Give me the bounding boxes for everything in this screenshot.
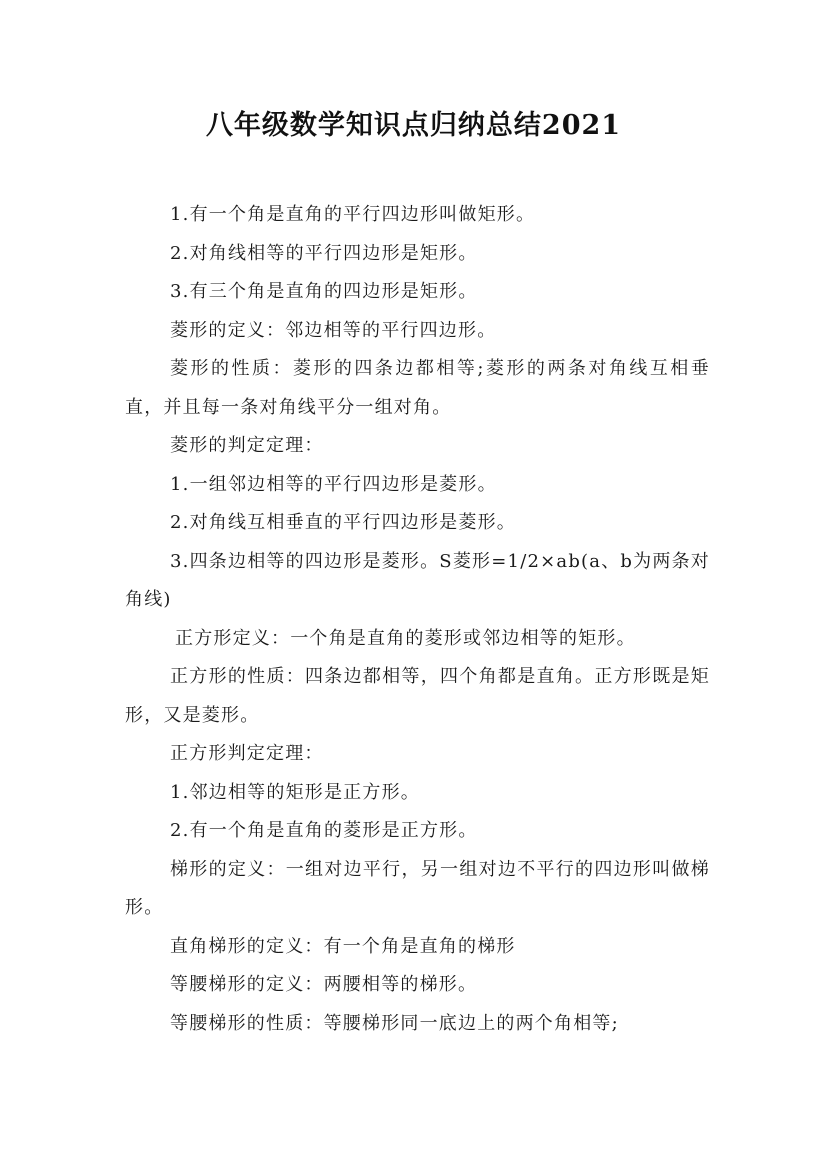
paragraph: 2.有一个角是直角的菱形是正方形。 [170, 820, 478, 841]
paragraph: 等腰梯形的性质：等腰梯形同一底边上的两个角相等; [170, 1012, 619, 1034]
paragraph: 正方形定义：一个角是直角的菱形或邻边相等的矩形。 [175, 627, 636, 649]
paragraph: 2.对角线相等的平行四边形是矩形。 [170, 242, 478, 264]
paragraph: 3.有三个角是直角的四边形是矩形。 [170, 281, 478, 302]
paragraph: 正方形的性质：四条边都相等，四个角都是直角。正方形既是矩形，又是菱形。 [125, 666, 710, 726]
paragraph: 2.对角线互相垂直的平行四边形是菱形。 [170, 512, 516, 533]
paragraph: 1.有一个角是直角的平行四边形叫做矩形。 [170, 204, 536, 225]
paragraph: 3.四条边相等的四边形是菱形。S菱形=1/2×ab(a、b为两条对角线) [125, 550, 710, 610]
paragraph: 直角梯形的定义：有一个角是直角的梯形 [170, 935, 516, 957]
paragraph: 1.邻边相等的矩形是正方形。 [170, 781, 420, 803]
paragraph: 菱形的性质：菱形的四条边都相等;菱形的两条对角线互相垂直，并且每一条对角线平分一组对角。 [125, 358, 710, 418]
paragraph: 菱形的定义：邻边相等的平行四边形。 [170, 319, 497, 341]
paragraph: 正方形判定定理： [170, 743, 324, 764]
paragraph: 菱形的判定定理： [170, 435, 324, 456]
document-body [125, 196, 710, 1043]
paragraph: 梯形的定义：一组对边平行，另一组对边不平行的四边形叫做梯形。 [125, 858, 710, 918]
paragraph: 等腰梯形的定义：两腰相等的梯形。 [170, 974, 478, 995]
paragraph: 1.一组邻边相等的平行四边形是菱形。 [170, 473, 497, 495]
document-title: 八年级数学知识点归纳总结2021 [205, 110, 622, 141]
